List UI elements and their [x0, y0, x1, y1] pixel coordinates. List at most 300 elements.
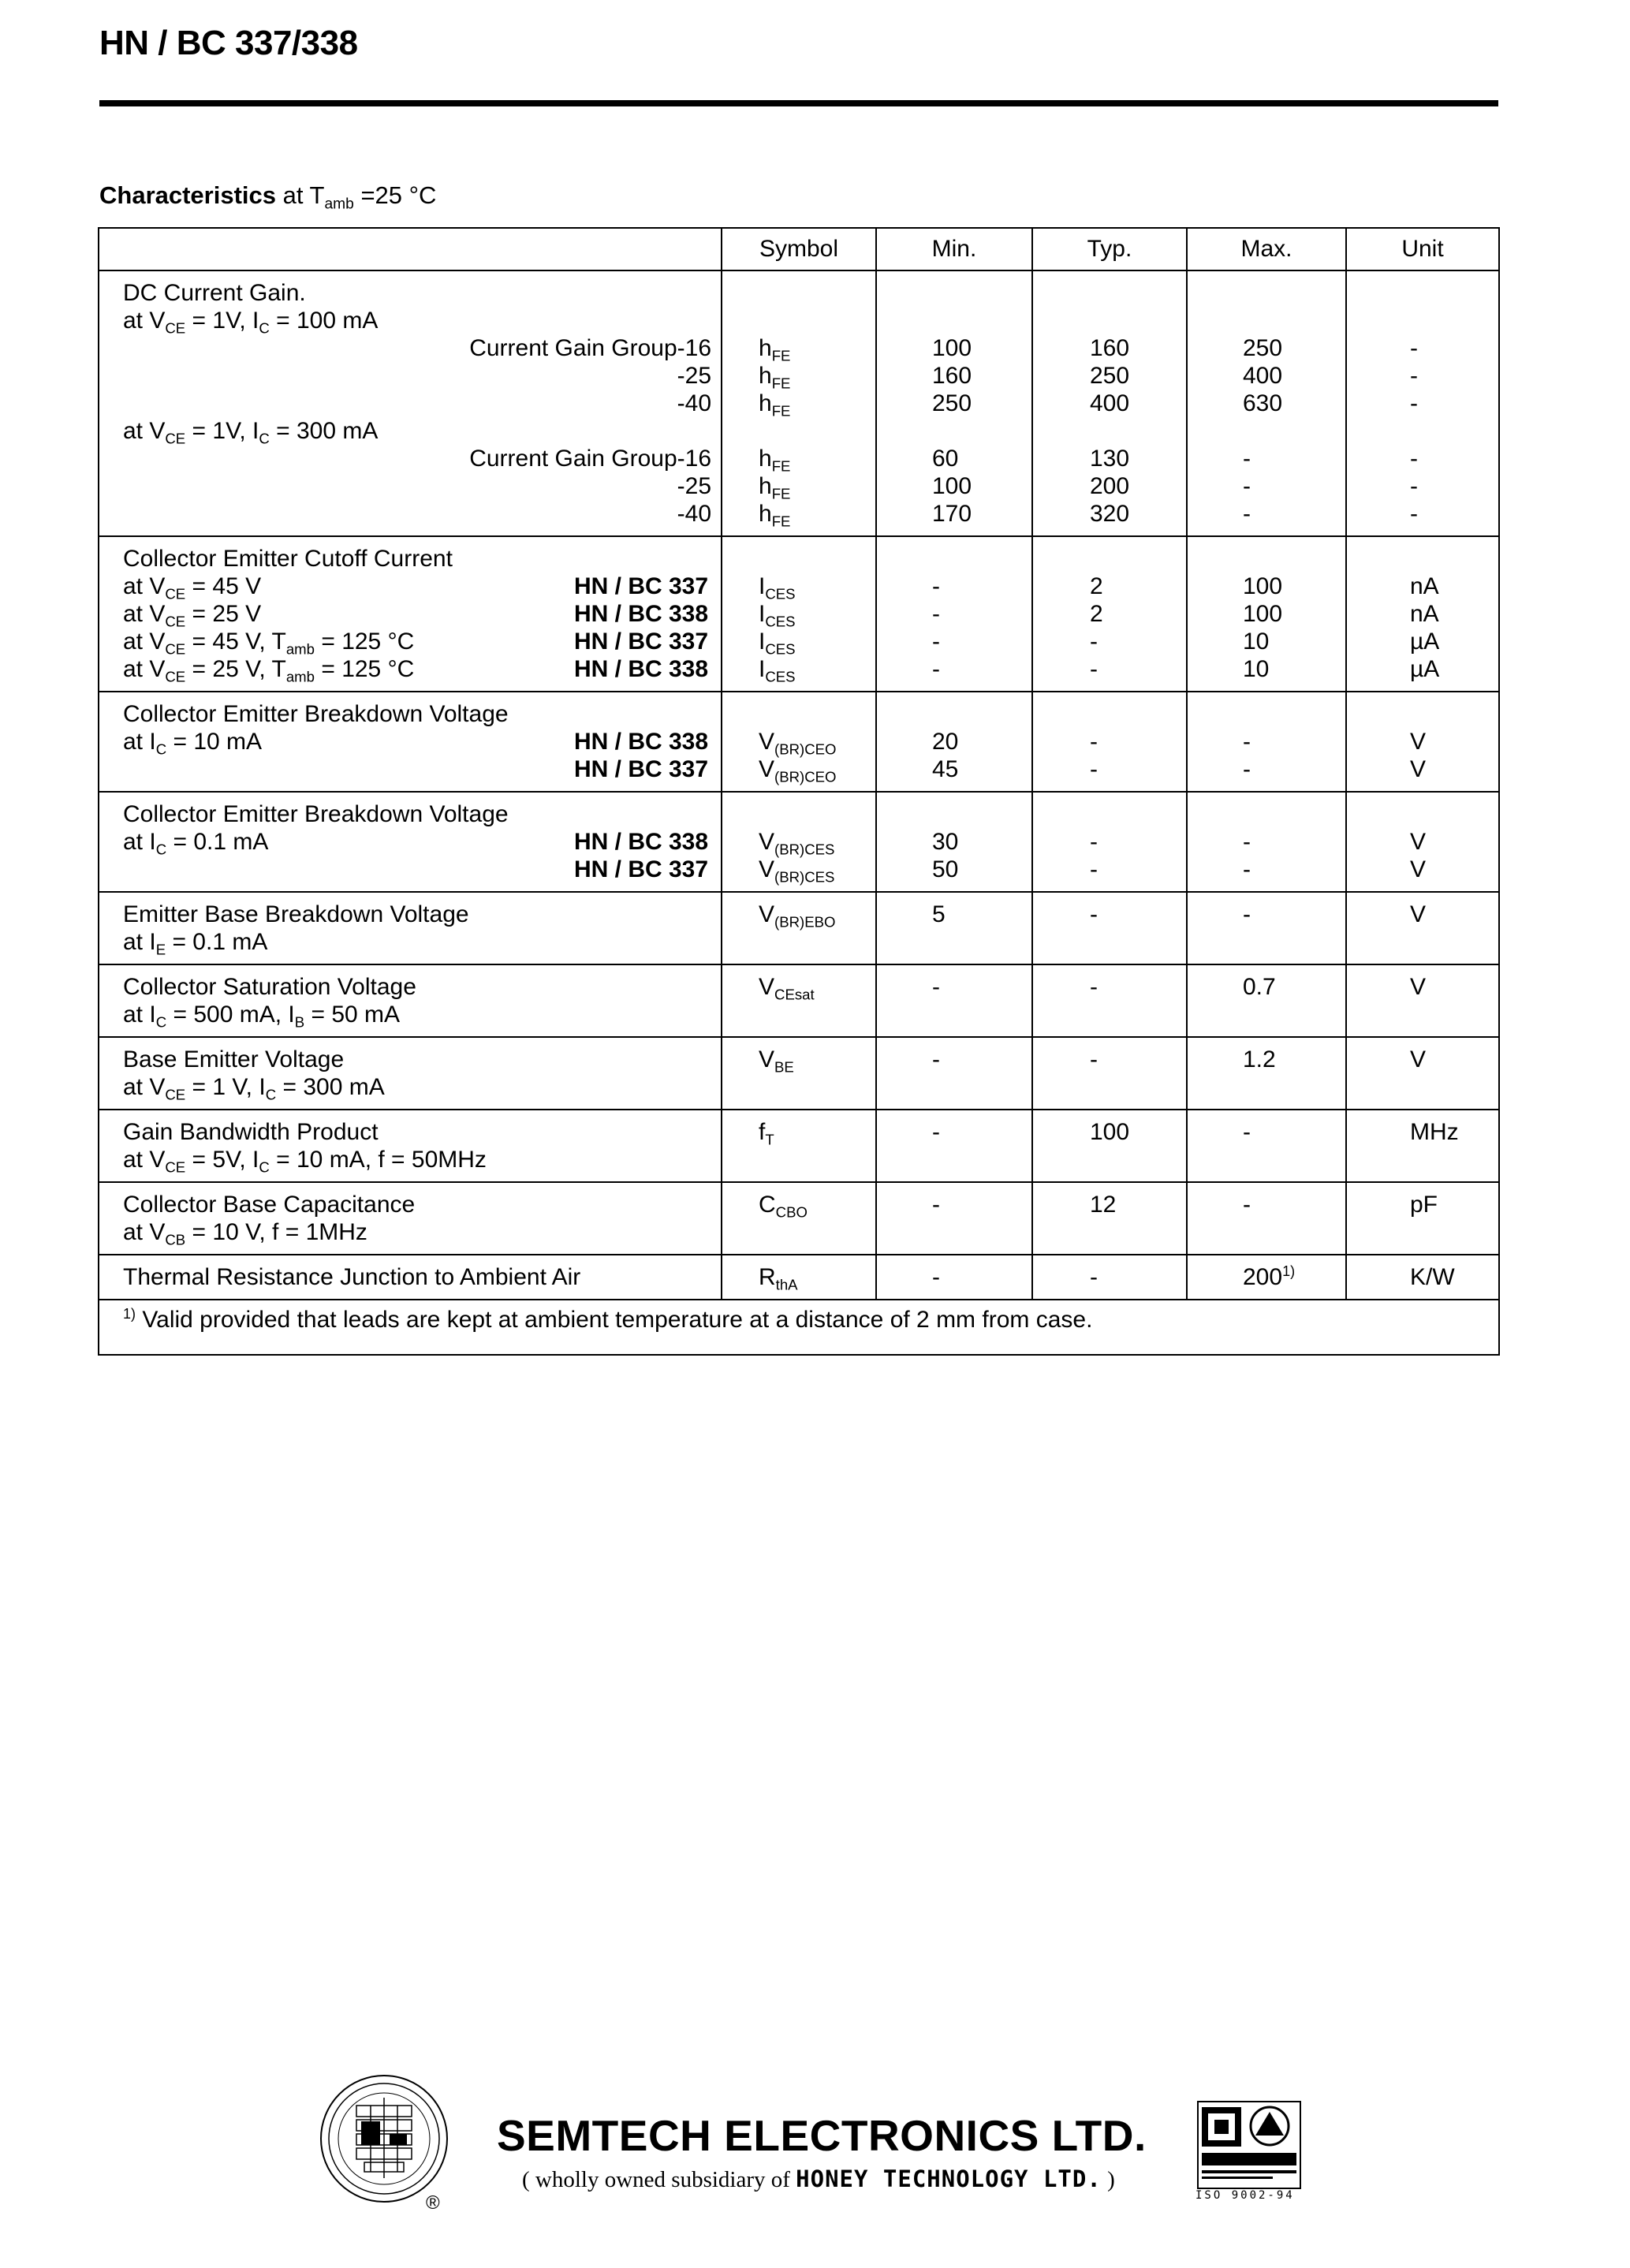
param-condition	[123, 928, 711, 956]
title-rule	[99, 100, 1498, 106]
param-condition-sub: amb	[285, 668, 315, 685]
max-value: 0.7	[1243, 974, 1276, 1000]
unit-cell	[1346, 1255, 1499, 1300]
unit-cell	[1346, 536, 1499, 692]
symbol-text: I	[759, 629, 766, 655]
param-condition-sub: B	[294, 1013, 305, 1031]
unit-value: V	[1410, 901, 1427, 927]
spacer	[1090, 800, 1186, 828]
param-condition-sub: CB	[165, 1231, 186, 1248]
spacer	[1090, 545, 1186, 573]
device-label: HN / BC 337	[574, 573, 709, 599]
param-condition-text: at I	[123, 1002, 156, 1028]
param-cell	[99, 1255, 722, 1300]
symbol-text: h	[759, 446, 772, 472]
param-condition	[123, 1218, 711, 1246]
symbol-sub: (BR)CEO	[774, 768, 837, 785]
device-label: HN / BC 338	[574, 656, 709, 682]
spacer	[932, 417, 1031, 445]
param-condition	[123, 417, 711, 445]
param-condition-text: = 5V, I	[185, 1147, 259, 1173]
typ-cell	[1032, 1255, 1187, 1300]
param-cell	[99, 536, 722, 692]
gain-group-label: -25	[677, 473, 711, 499]
param-condition-text: = 45 V, T	[185, 629, 286, 655]
unit-cell	[1346, 892, 1499, 964]
param-condition	[123, 1146, 711, 1176]
param-condition-sub: CE	[165, 585, 186, 602]
unit-value: V	[1410, 1046, 1427, 1072]
max-cell	[1187, 792, 1346, 892]
min-value: 170	[932, 501, 972, 527]
min-value: 5	[932, 901, 946, 927]
symbol-cell	[722, 1182, 876, 1255]
spacer	[759, 800, 875, 828]
max-cell	[1187, 270, 1346, 536]
table-row-rth	[99, 1255, 1499, 1300]
table-row-footnote	[99, 1300, 1499, 1355]
symbol-text: h	[759, 501, 772, 527]
param-title: Collector Base Capacitance	[123, 1192, 416, 1218]
symbol-cell	[722, 964, 876, 1037]
param-condition-sub: C	[259, 430, 270, 447]
header-param	[99, 228, 722, 270]
spacer	[759, 545, 875, 573]
spacer	[932, 307, 1031, 334]
max-value: -	[1243, 756, 1251, 782]
section-title-bold: Characteristics	[99, 181, 277, 209]
symbol-text: V	[759, 901, 775, 927]
max-value: 250	[1243, 335, 1283, 361]
typ-value: 200	[1090, 473, 1130, 499]
unit-cell	[1346, 692, 1499, 792]
symbol-sub: (BR)CES	[774, 868, 835, 886]
symbol-text: V	[759, 1046, 775, 1072]
param-condition-text: = 500 mA, I	[166, 1002, 295, 1028]
param-condition-text: at I	[123, 729, 156, 755]
typ-value: 2	[1090, 573, 1103, 599]
symbol-sub: FE	[771, 347, 791, 364]
symbol	[759, 828, 875, 856]
symbol	[759, 573, 875, 600]
symbol-sub: FE	[771, 375, 791, 392]
symbol-sub: CES	[765, 585, 796, 602]
subsidiary-pre: ( wholly owned subsidiary of	[522, 2167, 796, 2192]
param-condition	[123, 755, 711, 783]
symbol	[759, 472, 875, 500]
gain-group-label: -40	[677, 390, 711, 416]
symbol-sub: CEsat	[774, 986, 815, 1003]
header-typ: Typ.	[1032, 228, 1187, 270]
device-label: HN / BC 338	[574, 601, 709, 627]
spacer	[759, 279, 875, 307]
symbol-cell	[722, 792, 876, 892]
spacer	[1243, 279, 1345, 307]
header-min: Min.	[876, 228, 1032, 270]
param-condition-text: at V	[123, 308, 166, 334]
spacer	[1410, 307, 1498, 334]
header-symbol: Symbol	[722, 228, 876, 270]
param-condition-text: at V	[123, 1219, 166, 1245]
min-value: 100	[932, 473, 972, 499]
min-cell	[876, 964, 1032, 1037]
param-condition-text: = 45 V	[185, 573, 262, 599]
param-cell	[99, 1037, 722, 1110]
max-value: -	[1243, 856, 1251, 882]
max-value: 200$^{1)}$	[1243, 1263, 1296, 1290]
symbol	[759, 755, 875, 783]
symbol-sub: T	[765, 1131, 774, 1148]
footnote-cell	[99, 1300, 1499, 1355]
typ-value: -	[1090, 656, 1098, 682]
param-condition-text: = 0.1 mA	[166, 929, 268, 955]
spacer	[759, 417, 875, 445]
param-cell	[99, 692, 722, 792]
gain-group	[123, 445, 711, 472]
param-condition-sub: C	[155, 740, 167, 758]
min-value: -	[932, 601, 940, 627]
param-condition	[123, 307, 711, 337]
typ-value: -	[1090, 729, 1098, 755]
symbol-cell	[722, 1110, 876, 1182]
param-condition	[123, 1073, 711, 1101]
param-condition-sub: CE	[165, 1158, 186, 1176]
footnote-text: Valid provided that leads are kept at ambient temperature at a distance of 2 mm from case.	[136, 1307, 1093, 1333]
spacer	[1090, 700, 1186, 728]
min-cell	[876, 270, 1032, 536]
symbol-text: h	[759, 390, 772, 416]
spacer	[1090, 307, 1186, 334]
iso-label: ISO 9002-94	[1195, 2189, 1295, 2202]
param-condition-text: = 300 mA	[269, 418, 379, 444]
unit-value: -	[1410, 473, 1418, 499]
section-title-post: =25 °C	[353, 181, 437, 209]
min-value: -	[932, 629, 940, 655]
symbol-text: V	[759, 974, 775, 1000]
symbol-text: h	[759, 473, 772, 499]
typ-cell	[1032, 270, 1187, 536]
spacer	[1090, 417, 1186, 445]
typ-cell	[1032, 536, 1187, 692]
param-title: Collector Emitter Breakdown Voltage	[123, 701, 509, 727]
max-value: -	[1243, 1192, 1251, 1218]
max-value: 400	[1243, 363, 1283, 389]
param-condition	[123, 856, 711, 883]
param-cell	[99, 270, 722, 536]
unit-cell	[1346, 964, 1499, 1037]
symbol-cell	[722, 270, 876, 536]
spacer	[1090, 279, 1186, 307]
subsidiary-post: )	[1101, 2167, 1115, 2192]
param-condition-text: at V	[123, 656, 166, 682]
table-row-dc-gain	[99, 270, 1499, 536]
param-title: Collector Saturation Voltage	[123, 974, 416, 1000]
spacer	[1243, 700, 1345, 728]
param-condition-sub: CE	[165, 613, 186, 630]
max-value: 1.2	[1243, 1046, 1276, 1072]
min-value: -	[932, 1119, 940, 1145]
gain-group-label: -40	[677, 501, 711, 527]
max-value: 100	[1243, 601, 1283, 627]
param-condition-sub: CE	[165, 319, 186, 337]
symbol	[759, 1191, 875, 1221]
spacer	[1410, 545, 1498, 573]
max-value: -	[1243, 1119, 1251, 1145]
unit-value: -	[1410, 363, 1418, 389]
min-value: -	[932, 1264, 940, 1290]
symbol-sub: CES	[765, 668, 796, 685]
unit-value: V	[1410, 974, 1427, 1000]
max-value: 10	[1243, 656, 1270, 682]
typ-cell	[1032, 792, 1187, 892]
param-condition-text: at V	[123, 1074, 166, 1100]
symbol-text: h	[759, 363, 772, 389]
min-value: 100	[932, 335, 972, 361]
param-cell	[99, 792, 722, 892]
unit-value: V	[1410, 856, 1427, 882]
min-cell	[876, 536, 1032, 692]
symbol-sub: (BR)EBO	[774, 913, 836, 931]
symbol	[759, 334, 875, 362]
max-footnote-mark: 1)	[1282, 1263, 1296, 1280]
header-unit: Unit	[1346, 228, 1499, 270]
param-title: Base Emitter Voltage	[123, 1046, 345, 1072]
param-condition-text: = 1V, I	[185, 418, 259, 444]
param-condition-sub: C	[265, 1086, 277, 1103]
min-value: 60	[932, 446, 959, 472]
typ-value: -	[1090, 901, 1098, 927]
min-cell	[876, 1110, 1032, 1182]
spacer	[1243, 417, 1345, 445]
param-condition-text: = 300 mA	[276, 1074, 385, 1100]
symbol	[759, 628, 875, 658]
typ-value: -	[1090, 974, 1098, 1000]
max-cell	[1187, 892, 1346, 964]
param-condition-sub: C	[155, 841, 167, 858]
param-condition-text: = 10 mA	[166, 729, 263, 755]
symbol	[759, 1118, 875, 1146]
spacer	[932, 545, 1031, 573]
param-condition-text: at V	[123, 601, 166, 627]
param-title: Gain Bandwidth Product	[123, 1119, 379, 1145]
param-condition-sub: amb	[285, 640, 315, 658]
typ-value: -	[1090, 829, 1098, 855]
max-value: 10	[1243, 629, 1270, 655]
unit-cell	[1346, 270, 1499, 536]
typ-value: 100	[1090, 1119, 1130, 1145]
param-condition-sub: E	[155, 941, 166, 958]
param-title: Collector Emitter Breakdown Voltage	[123, 801, 509, 827]
section-title-sub: amb	[324, 196, 354, 213]
min-value: -	[932, 656, 940, 682]
company-subsidiary	[522, 2165, 1115, 2193]
param-condition	[123, 728, 711, 758]
symbol	[759, 901, 875, 931]
typ-value: 250	[1090, 363, 1130, 389]
typ-cell	[1032, 892, 1187, 964]
symbol-sub: (BR)CEO	[774, 740, 837, 758]
min-value: 250	[932, 390, 972, 416]
min-value: 45	[932, 756, 959, 782]
typ-value: -	[1090, 1264, 1098, 1290]
gain-group-label: Current Gain Group-16	[469, 335, 711, 361]
min-value: -	[932, 573, 940, 599]
spacer	[1243, 307, 1345, 334]
max-cell	[1187, 1037, 1346, 1110]
param-cell	[99, 1182, 722, 1255]
typ-cell	[1032, 964, 1187, 1037]
section-title-pre: at T	[276, 181, 325, 209]
min-cell	[876, 1255, 1032, 1300]
min-value: 50	[932, 856, 959, 882]
symbol	[759, 655, 875, 683]
typ-value: -	[1090, 1046, 1098, 1072]
param-condition-sub: CE	[165, 640, 186, 658]
param-condition-text: = 25 V	[185, 601, 262, 627]
min-cell	[876, 892, 1032, 964]
symbol	[759, 1263, 875, 1291]
param-condition-text: at I	[123, 829, 156, 855]
typ-value: 320	[1090, 501, 1130, 527]
max-value: -	[1243, 473, 1251, 499]
device-label: HN / BC 337	[574, 756, 709, 782]
typ-value: -	[1090, 756, 1098, 782]
param-condition-text: = 50 mA	[304, 1002, 401, 1028]
param-title: Thermal Resistance Junction to Ambient Air	[123, 1264, 581, 1290]
symbol	[759, 1046, 875, 1076]
gain-group	[123, 390, 711, 417]
symbol-text: f	[759, 1119, 766, 1145]
gain-group	[123, 472, 711, 500]
unit-value: pF	[1410, 1192, 1438, 1218]
param-title: Emitter Base Breakdown Voltage	[123, 901, 469, 927]
typ-value: 160	[1090, 335, 1130, 361]
param-condition-text: = 1 V, I	[185, 1074, 266, 1100]
symbol-cell	[722, 536, 876, 692]
symbol-text: I	[759, 573, 766, 599]
symbol-text: I	[759, 601, 766, 627]
symbol-text: V	[759, 829, 775, 855]
typ-value: -	[1090, 629, 1098, 655]
typ-value: 400	[1090, 390, 1130, 416]
symbol	[759, 362, 875, 390]
spacer	[932, 279, 1031, 307]
unit-value: V	[1410, 829, 1427, 855]
max-cell	[1187, 536, 1346, 692]
param-condition-sub: CE	[165, 1086, 186, 1103]
gain-group	[123, 500, 711, 528]
unit-value: nA	[1410, 601, 1439, 627]
param-condition-text: = 10 mA, f = 50MHz	[269, 1147, 487, 1173]
spacer	[759, 307, 875, 334]
symbol-sub: CBO	[775, 1203, 808, 1221]
device-label: HN / BC 338	[574, 729, 709, 755]
max-cell	[1187, 1182, 1346, 1255]
param-condition-sub: C	[155, 1013, 167, 1031]
device-label: HN / BC 337	[574, 856, 709, 882]
spacer	[932, 800, 1031, 828]
symbol-text: h	[759, 335, 772, 361]
unit-cell	[1346, 1110, 1499, 1182]
table-row-cutoff-current	[99, 536, 1499, 692]
registered-mark: ®	[426, 2192, 440, 2214]
symbol-text: C	[759, 1192, 776, 1218]
symbol	[759, 728, 875, 758]
symbol-sub: FE	[771, 485, 791, 502]
param-condition-text: at V	[123, 629, 166, 655]
symbol	[759, 390, 875, 420]
unit-value: K/W	[1410, 1264, 1455, 1290]
symbol	[759, 445, 875, 475]
spacer	[1243, 545, 1345, 573]
param-condition-text: = 100 mA	[269, 308, 379, 334]
param-condition-text: at V	[123, 418, 166, 444]
table-row-vce_sat	[99, 964, 1499, 1037]
param-condition	[123, 628, 711, 658]
symbol-sub: FE	[771, 457, 791, 475]
param-condition-text: = 125 °C	[315, 629, 415, 655]
symbol	[759, 856, 875, 886]
unit-cell	[1346, 1182, 1499, 1255]
page-title: HN / BC 337/338	[99, 24, 358, 62]
spacer	[1410, 417, 1498, 445]
param-title: Collector Emitter Cutoff Current	[123, 546, 453, 572]
param-condition	[123, 655, 711, 683]
spacer	[1410, 800, 1498, 828]
param-condition	[123, 1001, 711, 1031]
unit-value: µA	[1410, 656, 1440, 682]
param-title: DC Current Gain.	[123, 280, 306, 306]
param-cell	[99, 964, 722, 1037]
max-value: -	[1243, 501, 1251, 527]
max-cell	[1187, 1110, 1346, 1182]
max-value: -	[1243, 901, 1251, 927]
param-condition-text: = 125 °C	[315, 656, 415, 682]
symbol-sub: CES	[765, 640, 796, 658]
min-value: 160	[932, 363, 972, 389]
min-cell	[876, 1182, 1032, 1255]
min-cell	[876, 692, 1032, 792]
max-cell	[1187, 692, 1346, 792]
spacer	[759, 700, 875, 728]
max-value: -	[1243, 829, 1251, 855]
typ-cell	[1032, 1182, 1187, 1255]
param-condition	[123, 828, 711, 856]
param-condition-text: at I	[123, 929, 156, 955]
unit-value: nA	[1410, 573, 1439, 599]
spacer	[1410, 279, 1498, 307]
symbol	[759, 973, 875, 1001]
param-cell	[99, 892, 722, 964]
min-cell	[876, 792, 1032, 892]
company-name: SEMTECH ELECTRONICS LTD.	[497, 2111, 1147, 2160]
min-value: -	[932, 974, 940, 1000]
symbol-text: I	[759, 656, 766, 682]
typ-value: 130	[1090, 446, 1130, 472]
symbol-text: R	[759, 1264, 776, 1290]
symbol-sub: BE	[774, 1058, 794, 1076]
symbol-cell	[722, 1255, 876, 1300]
unit-value: V	[1410, 756, 1427, 782]
unit-value: -	[1410, 335, 1418, 361]
table-row-bv-ces	[99, 792, 1499, 892]
device-label: HN / BC 337	[574, 629, 709, 655]
table-row-bv-ceo	[99, 692, 1499, 792]
table-row-bv_ebo	[99, 892, 1499, 964]
param-condition-text: at V	[123, 1147, 166, 1173]
symbol-text: V	[759, 756, 775, 782]
symbol	[759, 600, 875, 628]
